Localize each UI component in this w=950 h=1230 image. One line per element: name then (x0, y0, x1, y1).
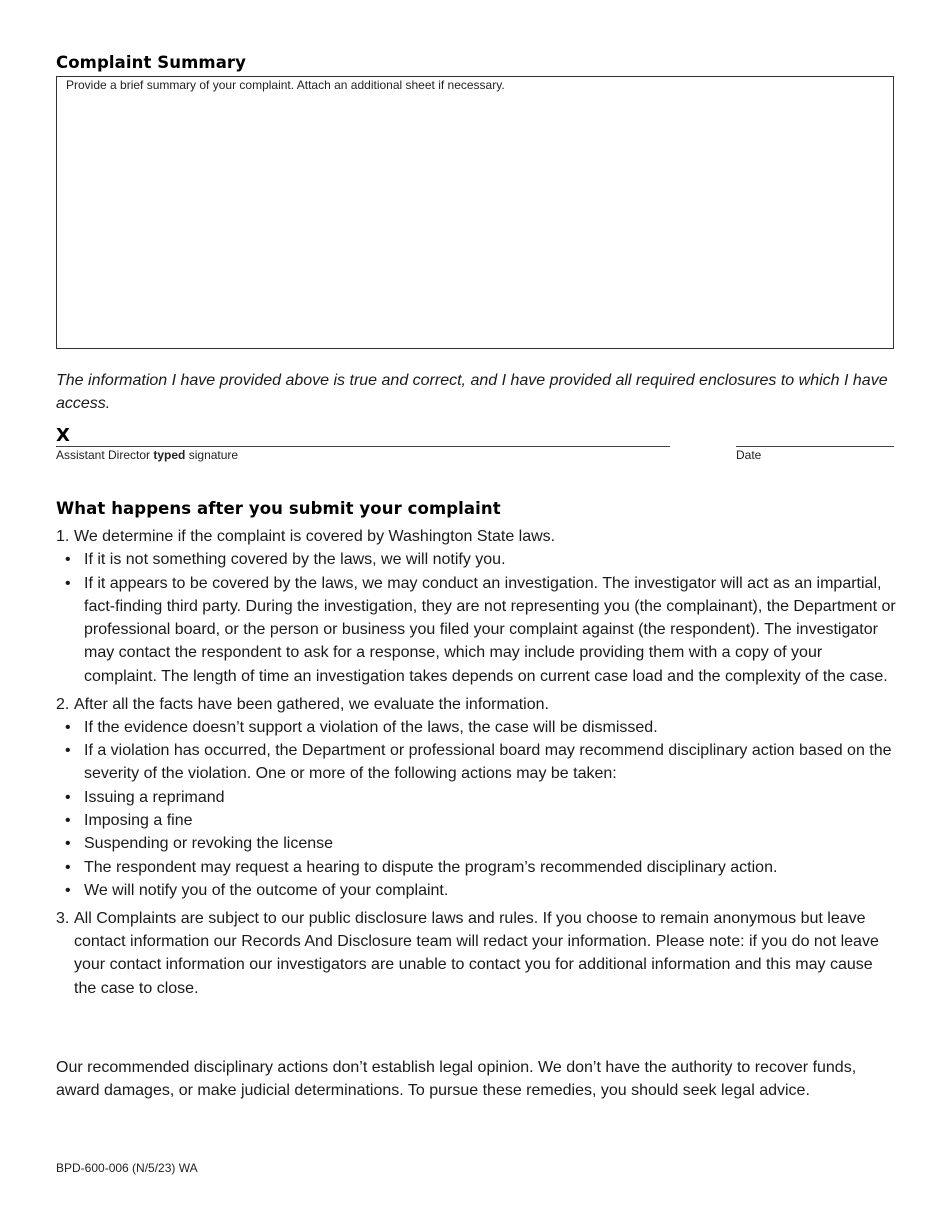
complaint-summary-hint: Provide a brief summary of your complaint. Attach an additional sheet if necessary. (66, 78, 505, 92)
step-text: After all the facts have been gathered, we evaluate the information. (74, 695, 549, 713)
bullet-item: • If it is not something covered by the laws, we will notify you. (56, 548, 896, 571)
step-text: We determine if the complaint is covered by Washington State laws. (74, 528, 556, 545)
step-1 (56, 525, 896, 688)
step-number: 3. (56, 909, 70, 927)
closing-note: Our recommended disciplinary actions don’t establish legal opinion. We don’t have the authority to recover funds, award damages, or make judicial determinations. To pursue these remedies, you should seek legal advice. (56, 1059, 857, 1100)
bullet-item: • If it appears to be covered by the laws, we may conduct an investigation. The investigator will act as an impartial, fact-finding third party. During the investigation, they are not representing you (the complainant), the Department or professional board, or the person or business you filed your complaint against (the respondent). The investigator may contact the respondent to ask for a response, which may include providing them with a copy of your complaint. The length of time an investigation takes depends on current case load and the complexity of the case. (56, 572, 896, 688)
bullet-item: • Suspending or revoking the license (56, 832, 896, 855)
step-3 (56, 907, 896, 1000)
bullet-item: • The respondent may request a hearing to dispute the program’s recommended disciplinary action. (56, 856, 896, 879)
step-2 (56, 693, 896, 903)
bullet-item: • We will notify you of the outcome of your complaint. (56, 879, 896, 902)
signature-x-mark: X (56, 425, 70, 446)
signature-label-bold: typed (153, 448, 186, 462)
complaint-summary-box[interactable] (56, 76, 894, 349)
complaint-summary-input[interactable] (57, 77, 893, 348)
step-number: 2. (56, 695, 70, 713)
form-identifier: BPD-600-006 (N/5/23) WA (56, 1161, 198, 1175)
signature-label-post: signature (188, 448, 239, 462)
bullet-item: • If a violation has occurred, the Department or professional board may recommend disciplinary action based on the severity of the violation. One or more of the following actions may be taken: (56, 739, 896, 786)
bullet-item: • If the evidence doesn’t support a violation of the laws, the case will be dismissed. (56, 716, 896, 739)
date-line[interactable] (736, 446, 894, 447)
signature-line[interactable] (56, 446, 670, 447)
steps-list (56, 525, 896, 1004)
attestation-statement: The information I have provided above is true and correct, and I have provided all required enclosures to which I have access. (56, 372, 888, 412)
complaint-summary-heading: Complaint Summary (56, 53, 247, 72)
step-text: All Complaints are subject to our public disclosure laws and rules. If you choose to remain anonymous but leave contact information our Records And Disclosure team will redact your information. Please note: if you do not leave your contact information our investigators are unable to contact you for additional information and this may cause the case to close. (74, 909, 879, 997)
signature-label (56, 448, 238, 462)
step-number: 1. (56, 528, 70, 545)
date-label: Date (736, 448, 762, 462)
step-1-bullets (56, 548, 896, 688)
bullet-item: • Issuing a reprimand (56, 786, 896, 809)
after-submit-heading: What happens after you submit your complaint (56, 499, 501, 518)
bullet-item: • Imposing a fine (56, 809, 896, 832)
step-2-bullets (56, 716, 896, 902)
signature-label-pre: Assistant Director (56, 448, 151, 462)
